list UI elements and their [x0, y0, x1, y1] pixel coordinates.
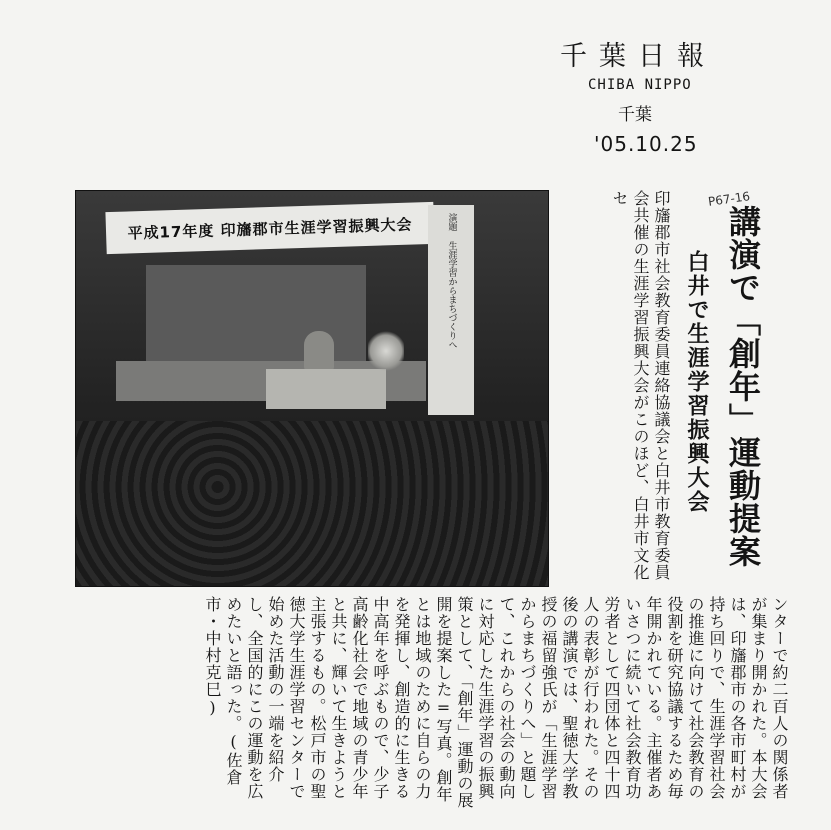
lecture-title-text: 演題 生涯学習からまちづくりへ — [446, 213, 457, 349]
event-photo — [75, 190, 549, 587]
article-byline: (佐倉市・中村克巳) — [203, 596, 243, 786]
paper-name-romaji: CHIBA NIPPO — [588, 77, 692, 93]
event-banner: 平成17年度 印旛郡市生涯学習振興大会 — [105, 202, 434, 254]
handwritten-note: P67-16 — [707, 189, 751, 209]
article-body — [80, 596, 790, 811]
article-headline: 講演で「創年」運動提案 — [724, 205, 762, 568]
podium — [266, 369, 386, 409]
speaker-figure — [304, 331, 334, 371]
article-body-text: ンターで約二百人の関係者が集まり開かれた。本大会は、印旛郡市の各市町村が持ち回りで、生涯学習社会の推進に向けて社会教育の役割を研究協議するため毎年開かれている。主催者あいさつに続いて社会教育功労者として四団体と四十四人の表彰が行われた。その後の講演では、聖徳大学教授の福留強氏が「生涯学習からまちづくりへ」と題して、これからの社会の動向に対応した生涯学習の振興策として、「創年」運動の展開を提案した=写真。創年とは地域のために自らの力を発揮し、創造的に生きる中高年を呼ぶもので、少子高齢化社会で地域の青少年と共に、輝いて生きようと主張するもの。松戸市の聖徳大学生涯学習センターで始めた活動の一端を紹介し、全国的にこの運動を広めたいと語った。 — [224, 596, 789, 809]
paper-name: 千葉日報 — [560, 41, 716, 72]
article-subheadline: 白井で生涯学習振興大会 — [684, 250, 709, 514]
paper-region: 千葉 — [618, 105, 652, 125]
flower-arrangement — [368, 329, 404, 373]
publication-date: '05.10.25 — [594, 132, 698, 156]
lecture-title-sign — [428, 205, 474, 415]
audience — [76, 421, 548, 586]
article-lead-column: 印旛郡市社会教育委員連絡協議会と白井市教育委員会共催の生涯学習振興大会がこのほど、白井市文化セ — [610, 190, 671, 581]
